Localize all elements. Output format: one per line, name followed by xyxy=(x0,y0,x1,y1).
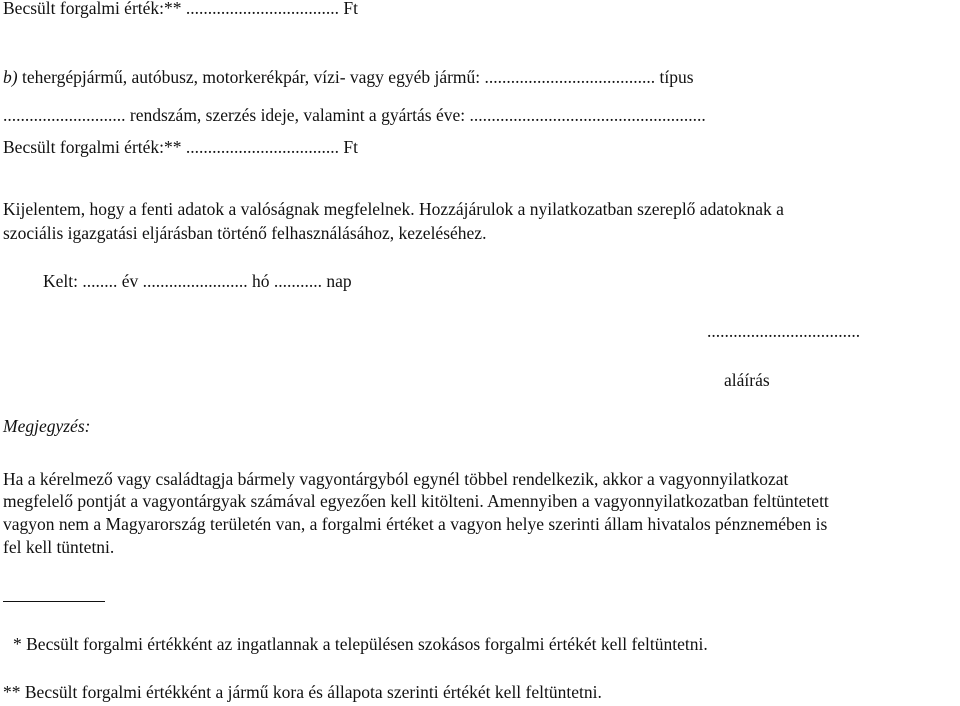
declaration-line-1: Kijelentem, hogy a fenti adatok a valóságnak megfelelnek. Hozzájárulok a nyilatkozatban szereplő adatoknak a xyxy=(3,199,784,219)
item-b-label: b) xyxy=(3,67,18,87)
note-line-1: Ha a kérelmező vagy családtagja bármely vagyontárgyból egynél többel rendelkezik, akkor a vagyonnyilatkozat xyxy=(3,469,789,489)
estimated-value-line-a: Becsült forgalmi érték:** ................................... Ft xyxy=(3,0,358,18)
footnote-separator xyxy=(3,601,105,602)
vehicle-type-text: tehergépjármű, autóbusz, motorkerékpár, vízi- vagy egyéb jármű: ....................................... típus xyxy=(17,67,694,87)
estimated-value-line-b: Becsült forgalmi érték:** ................................... Ft xyxy=(3,137,358,157)
note-line-3: vagyon nem a Magyarország területén van, a forgalmi értéket a vagyon helye szerinti állam hivatalos pénznemében is xyxy=(3,514,828,534)
signature-label: aláírás xyxy=(724,370,770,390)
footnote-1: * Becsült forgalmi értékként az ingatlannak a településen szokásos forgalmi értékét kell feltüntetni. xyxy=(13,634,708,654)
note-line-4: fel kell tüntetni. xyxy=(3,537,115,557)
vehicle-type-line xyxy=(3,66,694,88)
note-title: Megjegyzés: xyxy=(3,416,91,436)
note-line-2: megfelelő pontját a vagyontárgyak számával egyezően kell kitölteni. Amennyiben a vagyonnyilatkozatban feltüntetett xyxy=(3,491,829,511)
signature-dots: ................................... xyxy=(707,321,861,341)
date-line: Kelt: ........ év ........................ hó ........... nap xyxy=(43,271,352,291)
declaration-line-2: szociális igazgatási eljárásban történő felhasználásához, kezeléséhez. xyxy=(3,223,487,243)
vehicle-registration-line: ............................ rendszám, szerzés ideje, valamint a gyártás éve: ...................................................... xyxy=(3,105,706,125)
footnote-2: ** Becsült forgalmi értékként a jármű kora és állapota szerinti értékét kell feltüntetni. xyxy=(3,682,602,702)
